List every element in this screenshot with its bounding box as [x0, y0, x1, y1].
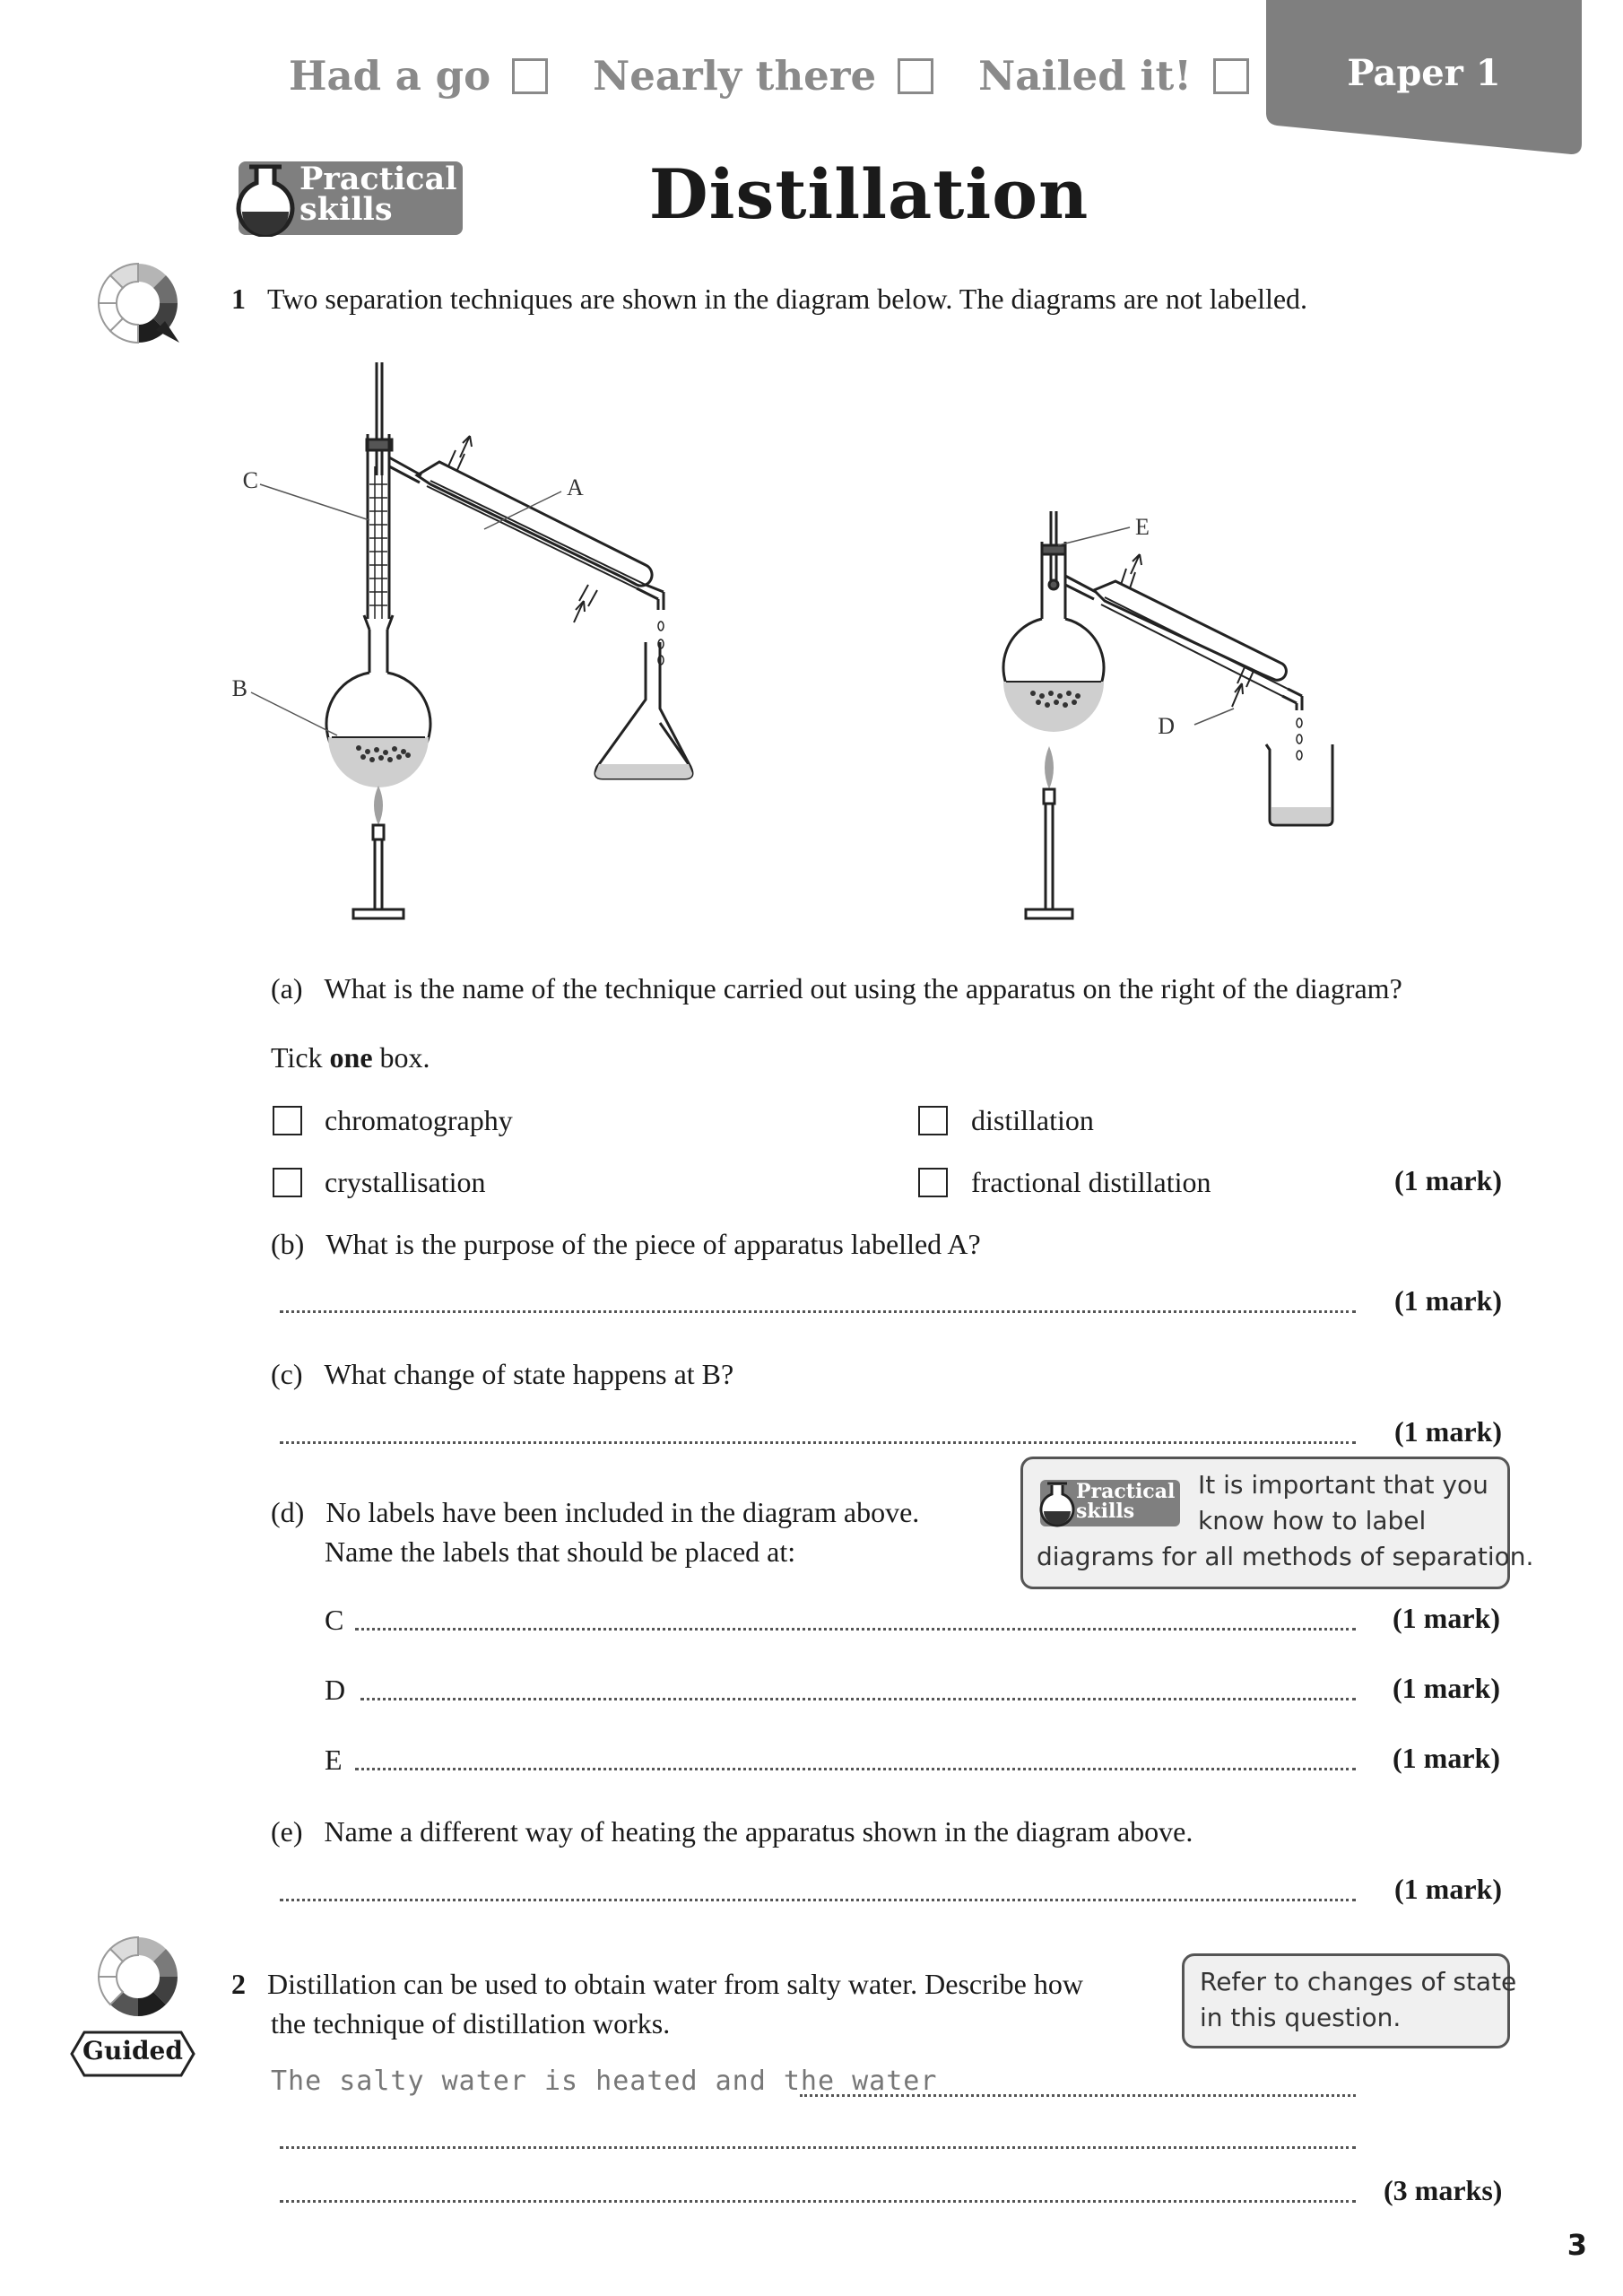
hint-line-1: It is important that you — [1198, 1470, 1488, 1500]
guided-label: Guided — [82, 2036, 183, 2066]
page-number: 3 — [1567, 2228, 1587, 2262]
answer-line-1c[interactable] — [280, 1440, 1356, 1444]
progress-checkbox-nailed-it[interactable] — [1213, 58, 1249, 94]
hint-line-2: know how to label — [1198, 1506, 1427, 1535]
mark-1d-d: (1 mark) — [1393, 1672, 1500, 1704]
option-crystallisation: crystallisation — [325, 1166, 486, 1198]
progress-checkbox-nearly-there[interactable] — [898, 58, 933, 94]
difficulty-dial-icon — [95, 1934, 181, 2020]
option-chromatography: chromatography — [325, 1104, 513, 1136]
answer-line-1d-c[interactable] — [355, 1627, 1356, 1631]
mark-1c: (1 mark) — [1394, 1415, 1502, 1448]
q2-hint-line-2: in this question. — [1200, 2003, 1402, 2032]
answer-line-2-2[interactable] — [280, 2145, 1356, 2149]
progress-checkbox-had-a-go[interactable] — [512, 58, 548, 94]
fractional-distillation-apparatus — [326, 362, 692, 918]
diagram-label-a: A — [567, 474, 584, 500]
practical-skills-label: Practical skills — [299, 161, 457, 228]
label-e-prompt: E — [325, 1744, 343, 1776]
answer-line-2-3[interactable] — [280, 2199, 1356, 2203]
q2-hint-line-1: Refer to changes of state — [1200, 1967, 1517, 1996]
answer-line-1d-e[interactable] — [355, 1767, 1356, 1770]
answer-line-1d-d[interactable] — [360, 1697, 1356, 1700]
separation-apparatus-diagram — [215, 350, 1417, 933]
mark-1d-e: (1 mark) — [1393, 1742, 1500, 1774]
option-fractional-distillation: fractional distillation — [971, 1166, 1211, 1198]
hint-line-3: diagrams for all methods of separation. — [1037, 1542, 1534, 1571]
mark-1d-c: (1 mark) — [1393, 1602, 1500, 1634]
question-1b-text: (b) What is the purpose of the piece of apparatus labelled A? — [271, 1228, 981, 1260]
mark-1a: (1 mark) — [1394, 1164, 1502, 1196]
difficulty-dial-icon — [95, 260, 181, 346]
diagram-label-b: B — [231, 675, 247, 701]
diagram-label-c: C — [242, 467, 258, 493]
mark-1b: (1 mark) — [1394, 1284, 1502, 1317]
answer-line-1e[interactable] — [280, 1898, 1356, 1901]
checkbox-fractional-distillation[interactable] — [918, 1168, 948, 1197]
answer-line-2-1[interactable] — [800, 2093, 1356, 2097]
diagram-label-d: D — [1158, 713, 1175, 739]
label-d-prompt: D — [325, 1674, 346, 1706]
question-1-text: 1 Two separation techniques are shown in the diagram below. The diagrams are not labelled. — [231, 283, 1308, 315]
practical-skills-mini-label: Practical skills — [1076, 1480, 1176, 1523]
progress-label-nearly-there: Nearly there — [593, 52, 877, 100]
question-1e-text: (e) Name a different way of heating the apparatus shown in the diagram above. — [271, 1815, 1193, 1848]
mark-1e: (1 mark) — [1394, 1873, 1502, 1905]
paper-label: Paper 1 — [1347, 52, 1501, 94]
progress-label-had-a-go: Had a go — [289, 52, 491, 100]
progress-label-nailed-it: Nailed it! — [978, 52, 1193, 100]
checkbox-distillation[interactable] — [918, 1106, 948, 1135]
guided-answer-start: The salty water is heated and the water — [271, 2066, 938, 2097]
question-2-text: 2 Distillation can be used to obtain water from salty water. Describe how the technique of distillation works. — [231, 1968, 1083, 2039]
label-c-prompt: C — [325, 1604, 344, 1636]
checkbox-chromatography[interactable] — [273, 1106, 302, 1135]
question-1c-text: (c) What change of state happens at B? — [271, 1358, 734, 1390]
page-title: Distillation — [648, 154, 1089, 234]
question-1a-text: (a) What is the name of the technique carried out using the apparatus on the right of the diagram? — [271, 972, 1402, 1004]
progress-tracker — [289, 52, 1294, 100]
checkbox-crystallisation[interactable] — [273, 1168, 302, 1197]
option-distillation: distillation — [971, 1104, 1094, 1136]
tick-instruction: Tick one box. — [271, 1041, 430, 1074]
question-1d-text: (d) No labels have been included in the diagram above. Name the labels that should be placed at: — [271, 1496, 920, 1568]
diagram-label-e: E — [1135, 514, 1150, 540]
mark-2: (3 marks) — [1384, 2174, 1503, 2206]
answer-line-1b[interactable] — [280, 1309, 1356, 1313]
